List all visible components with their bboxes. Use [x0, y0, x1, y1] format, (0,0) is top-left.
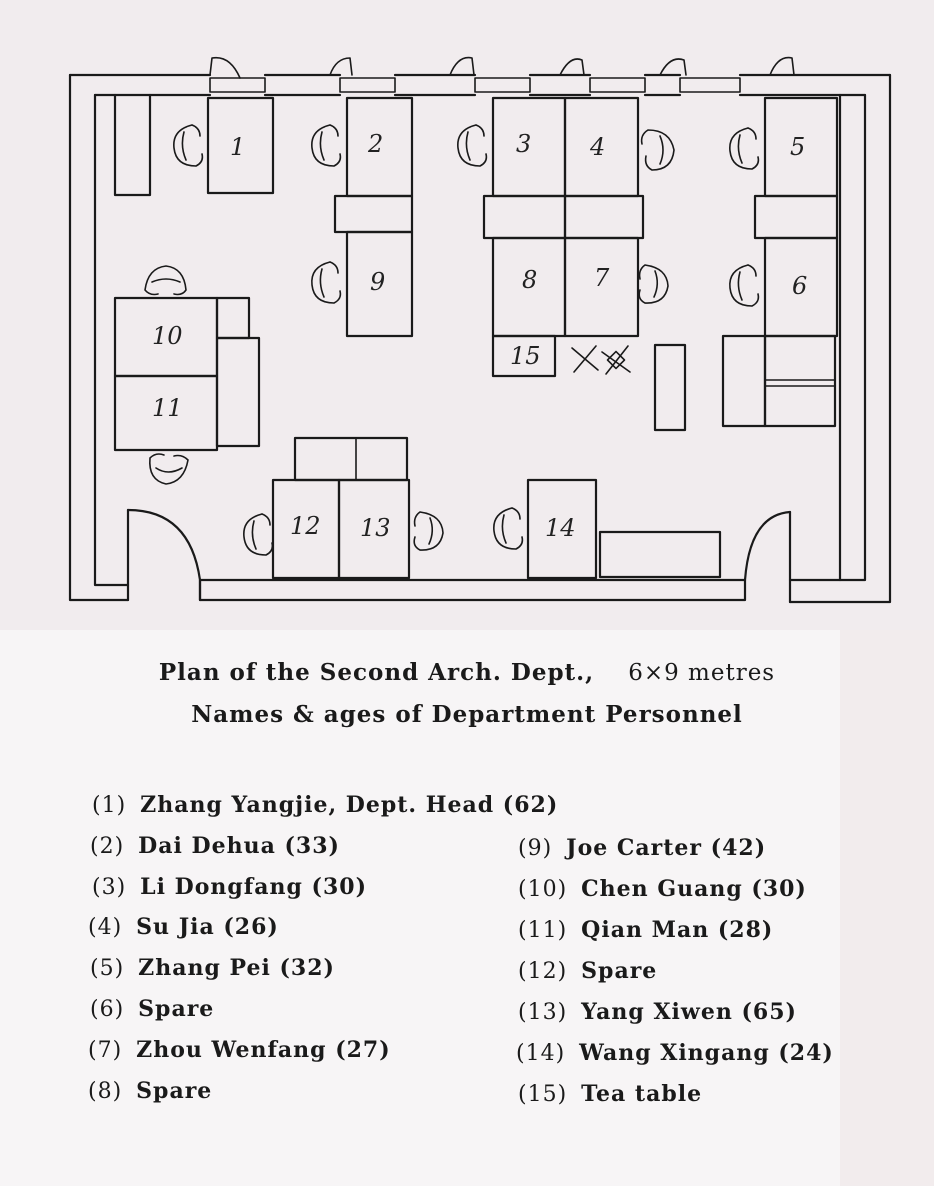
desk-label-6: 6 [792, 272, 808, 300]
chair-5 [730, 128, 759, 169]
chair-13 [414, 512, 443, 550]
personnel-item-15 [518, 1081, 702, 1107]
personnel-name: Zhang Pei (32) [138, 955, 335, 981]
personnel-name: Zhou Wenfang (27) [136, 1037, 391, 1063]
personnel-number: (1) [92, 793, 127, 818]
personnel-number: (5) [90, 956, 125, 981]
desks [115, 98, 837, 578]
caption-title: Plan of the Second Arch. Dept., [158, 659, 595, 686]
chair-2 [312, 125, 341, 166]
desk-labels [152, 130, 807, 542]
plan-caption [0, 652, 934, 736]
personnel-item-14 [516, 1040, 834, 1066]
personnel-name: Zhang Yangjie, Dept. Head (62) [140, 792, 559, 818]
desk-label-10: 10 [152, 322, 183, 350]
chair-10 [145, 266, 186, 295]
desk-12-13-return [295, 438, 407, 480]
caption-subtitle: Names & ages of Department Personnel [191, 701, 743, 728]
desk-label-3: 3 [516, 130, 532, 158]
personnel-name: Su Jia (26) [136, 914, 279, 940]
desk-label-1: 1 [230, 133, 246, 161]
desk-label-12: 12 [290, 512, 321, 540]
chairs [145, 125, 758, 555]
personnel-item-11 [518, 917, 773, 943]
caption-dimensions: 6×9 metres [628, 660, 776, 686]
personnel-number: (12) [518, 959, 568, 984]
desk-label-9: 9 [370, 268, 386, 296]
personnel-number: (8) [88, 1079, 123, 1104]
chair-1 [174, 125, 203, 166]
personnel-item-12 [518, 958, 657, 984]
personnel-number: (4) [88, 915, 123, 940]
personnel-number: (2) [90, 834, 125, 859]
personnel-number: (11) [518, 918, 568, 943]
personnel-name: Tea table [581, 1081, 703, 1107]
desk-5-return [755, 196, 837, 238]
personnel-number: (7) [88, 1038, 123, 1063]
personnel-item-4 [88, 914, 279, 940]
windows [210, 78, 740, 92]
personnel-item-13 [518, 999, 797, 1025]
desk-label-2: 2 [368, 130, 384, 158]
personnel-name: Li Dongfang (30) [140, 874, 367, 900]
caption-title-line [0, 652, 934, 694]
personnel-name: Dai Dehua (33) [138, 833, 340, 859]
chair-3 [458, 125, 487, 166]
personnel-name: Chen Guang (30) [581, 876, 807, 902]
personnel-item-8 [88, 1078, 212, 1104]
desk-label-14: 14 [545, 514, 576, 542]
desk-11-return [217, 338, 259, 446]
desk-label-4: 4 [590, 133, 606, 161]
desk-label-7: 7 [594, 264, 610, 292]
personnel-number: (6) [90, 997, 125, 1022]
chair-12 [244, 514, 273, 555]
personnel-name: Spare [581, 958, 658, 984]
personnel-name: Wang Xingang (24) [579, 1040, 834, 1066]
doors [128, 510, 790, 602]
cabinet-right [765, 336, 835, 426]
personnel-item-5 [90, 955, 335, 981]
personnel-number: (15) [518, 1082, 568, 1107]
personnel-number: (10) [518, 877, 568, 902]
walls [70, 75, 890, 602]
personnel-name: Joe Carter (42) [566, 835, 767, 861]
personnel-number: (3) [92, 875, 127, 900]
desk-label-5: 5 [790, 133, 806, 161]
personnel-name: Yang Xiwen (65) [581, 999, 797, 1025]
desk-label-8: 8 [522, 266, 538, 294]
personnel-number: (13) [518, 1000, 568, 1025]
chair-7 [639, 265, 668, 303]
side-table [655, 345, 685, 430]
personnel-item-2 [90, 833, 340, 859]
personnel-item-3 [92, 874, 367, 900]
personnel-item-9 [518, 835, 766, 861]
low-cabinet [600, 532, 720, 577]
desk-label-11: 11 [152, 394, 183, 422]
personnel-number: (9) [518, 836, 553, 861]
personnel-item-6 [90, 996, 214, 1022]
personnel-item-7 [88, 1037, 391, 1063]
desk-label-15: 15 [510, 342, 541, 370]
desk-3-return [484, 196, 565, 238]
chair-6 [730, 265, 759, 306]
chair-4 [642, 130, 674, 170]
personnel-name: Qian Man (28) [581, 917, 774, 943]
personnel-number: (14) [516, 1041, 566, 1066]
personnel-name: Spare [136, 1078, 213, 1104]
personnel-item-10 [518, 876, 807, 902]
tea-chairs [572, 346, 630, 374]
cabinet-right-small [723, 336, 765, 426]
desk-4-return [565, 196, 643, 238]
desk-label-13: 13 [360, 514, 391, 542]
chair-11 [150, 454, 188, 484]
desk-10-return [217, 298, 249, 338]
personnel-name: Spare [138, 996, 215, 1022]
chair-9 [312, 262, 341, 303]
personnel-item-1 [92, 792, 558, 818]
chair-14 [494, 508, 523, 549]
desk-2-return [335, 196, 412, 232]
